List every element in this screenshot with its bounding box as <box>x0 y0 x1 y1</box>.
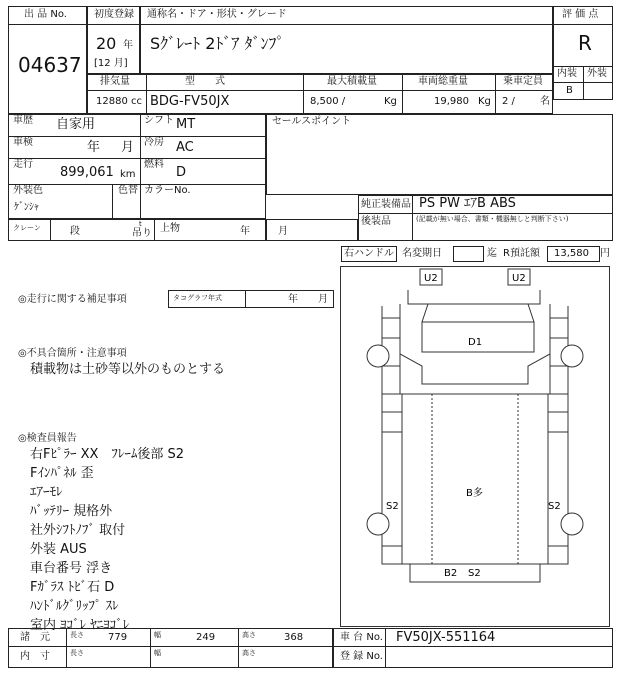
sales-points-label: セールスポイント <box>272 116 352 127</box>
inspector-line: 室内 ﾖｺﾞﾚ ﾔﾆﾖｺﾞﾚ <box>30 618 130 633</box>
model-label: 型 式 <box>185 76 225 87</box>
defects-text: 積載物は土砂等以外のものとする <box>30 362 226 377</box>
inspection-month: 月 <box>121 140 135 155</box>
inspector-line: ﾊﾞｯﾃﾘｰ 規格外 <box>30 504 113 519</box>
rating-value: R <box>578 31 592 55</box>
width-value: 249 <box>196 632 216 643</box>
model-description: Sｸﾞﾚｰﾄ 2ﾄﾞｱ ﾀﾞﾝﾌﾟ <box>150 34 285 53</box>
mark-u2-right: U2 <box>512 273 526 284</box>
shift-value: MT <box>176 117 196 132</box>
interior-label: 内装 <box>557 68 577 79</box>
color-code-label: カラーNo. <box>144 185 191 196</box>
rating-label: 評 価 点 <box>562 9 599 20</box>
ac-label: 冷房 <box>144 137 164 148</box>
inspector-line: 右Fﾋﾟﾗｰ XX ﾌﾚｰﾑ後部 S2 <box>30 447 185 462</box>
inspector-report-label: ◎検査員報告 <box>18 433 77 444</box>
model-value: BDG-FV50JX <box>150 94 230 109</box>
equipment-value: PS PW ｴｱB ABS <box>419 196 516 211</box>
inspection-label: 車検 <box>13 137 33 148</box>
interior-dims-label: 内 寸 <box>20 651 50 662</box>
mark-d1: D1 <box>468 337 483 348</box>
rear-left-wheel <box>367 513 389 535</box>
mark-b-cargo: B多 <box>466 488 483 499</box>
crane-label: クレーン <box>13 224 41 232</box>
name-change-label: 名変期日 <box>402 248 442 259</box>
gross-weight-unit: Kg <box>478 96 491 107</box>
fuel-value: D <box>176 165 187 180</box>
r-mileage-value: 13,580 <box>554 248 589 259</box>
mileage-value: 899,061 <box>60 165 114 180</box>
height-value: 368 <box>284 632 304 643</box>
truck-damage-diagram <box>340 266 610 627</box>
mark-b2: B2 <box>444 568 458 579</box>
first-reg-month: [12 月] <box>94 58 128 69</box>
aftermarket-note: (記載が無い場合、書類・機器無しと判断下さい) <box>416 215 569 223</box>
mileage-label: 走行 <box>13 159 33 170</box>
first-reg-year: 20 <box>96 34 117 53</box>
exterior-color-value: ｹﾞﾝｼｬ <box>14 202 39 213</box>
displacement-label: 排気量 <box>100 76 130 87</box>
reg-no-label: 登 録 No. <box>340 651 383 662</box>
mark-s2-bottom: S2 <box>468 568 481 579</box>
gross-weight-value: 19,980 <box>434 96 469 107</box>
defects-label: ◎不具合箇所・注意事項 <box>18 348 127 359</box>
capacity-unit: 名 <box>540 96 550 107</box>
length-label: 長さ <box>70 631 84 639</box>
front-right-wheel <box>561 345 583 367</box>
r-mileage-label: R預託額 <box>503 248 540 259</box>
crane-stage: 段 <box>70 226 80 237</box>
rhd-label: 右ハンドル <box>344 248 394 259</box>
interior-grade: B <box>566 85 573 96</box>
inspection-year: 年 <box>87 140 101 155</box>
length-label-interior: 長さ <box>70 649 84 657</box>
r-mileage-unit: 円 <box>600 248 610 259</box>
max-load-unit: Kg <box>384 96 397 107</box>
rear-right-wheel <box>561 513 583 535</box>
chassis-label: 車 台 No. <box>340 632 383 643</box>
crane-tonnage-unit: t <box>139 220 142 228</box>
front-left-wheel <box>367 345 389 367</box>
height-label-interior: 高さ <box>242 649 256 657</box>
max-load-label: 最大積載量 <box>327 76 377 87</box>
displacement-unit: cc <box>131 96 142 107</box>
inspector-line: 外装 AUS <box>30 542 87 557</box>
gross-weight-label: 車両総重量 <box>418 76 468 87</box>
lot-number: 04637 <box>18 53 82 77</box>
max-load-value: 8,500 / <box>310 96 346 107</box>
travel-notes-label: ◎走行に関する補足事項 <box>18 294 127 305</box>
capacity-label: 乗車定員 <box>503 76 543 87</box>
length-value: 779 <box>108 632 128 643</box>
inspector-line: Fｲﾝﾊﾟﾈﾙ 歪 <box>30 466 94 481</box>
ac-value: AC <box>176 140 194 155</box>
capacity-value: 2 / <box>502 96 515 107</box>
mark-s2-left: S2 <box>386 501 399 512</box>
crane-lift: 吊り <box>132 228 152 239</box>
upload-month: 月 <box>278 226 288 237</box>
exterior-color-label: 外装色 <box>13 185 43 196</box>
tachograph-month: 月 <box>318 294 328 305</box>
upload-label: 上物 <box>160 223 180 234</box>
mark-u2-left: U2 <box>424 273 438 284</box>
inspector-line: 社外ｼﾌﾄﾉﾌﾞ 取付 <box>30 523 126 538</box>
info-grid <box>8 114 266 219</box>
lot-no-label: 出 品 No. <box>24 9 67 20</box>
exterior-label: 外装 <box>587 68 607 79</box>
width-label: 幅 <box>154 631 161 639</box>
mileage-unit: km <box>120 169 136 180</box>
tachograph-label: タコグラフ年式 <box>173 294 222 302</box>
inspector-line: Fｶﾞﾗｽ ﾄﾋﾞ石 D <box>30 580 115 595</box>
shift-label: シフト <box>144 115 174 126</box>
equipment-label: 純正装備品 <box>361 199 411 210</box>
inspector-line: ﾊﾝﾄﾞﾙｸﾞﾘｯﾌﾟ ｽﾚ <box>30 599 119 614</box>
year-unit: 年 <box>123 40 133 51</box>
displacement-value: 12880 <box>96 96 128 107</box>
first-reg-label: 初度登録 <box>94 9 134 20</box>
history-label: 車歴 <box>13 115 33 126</box>
color-change-label: 色替 <box>118 185 138 196</box>
inspector-line: 車台番号 浮き <box>30 561 113 576</box>
height-label: 高さ <box>242 631 256 639</box>
chassis-value: FV50JX-551164 <box>396 630 496 645</box>
tachograph-year: 年 <box>288 294 298 305</box>
upload-year: 年 <box>240 226 250 237</box>
mark-s2-right: S2 <box>548 501 561 512</box>
inspector-line: ｴｱｰﾓﾚ <box>30 485 63 500</box>
model-desc-label: 通称名・ドア・形状・グレード <box>147 9 287 20</box>
aftermarket-label: 後装品 <box>361 216 391 227</box>
deadline-label: 迄 <box>487 248 497 259</box>
dims-label: 諸 元 <box>20 632 50 643</box>
fuel-label: 燃料 <box>144 159 164 170</box>
name-change-date-box <box>453 246 484 262</box>
history-value: 自家用 <box>56 117 96 132</box>
width-label-interior: 幅 <box>154 649 161 657</box>
